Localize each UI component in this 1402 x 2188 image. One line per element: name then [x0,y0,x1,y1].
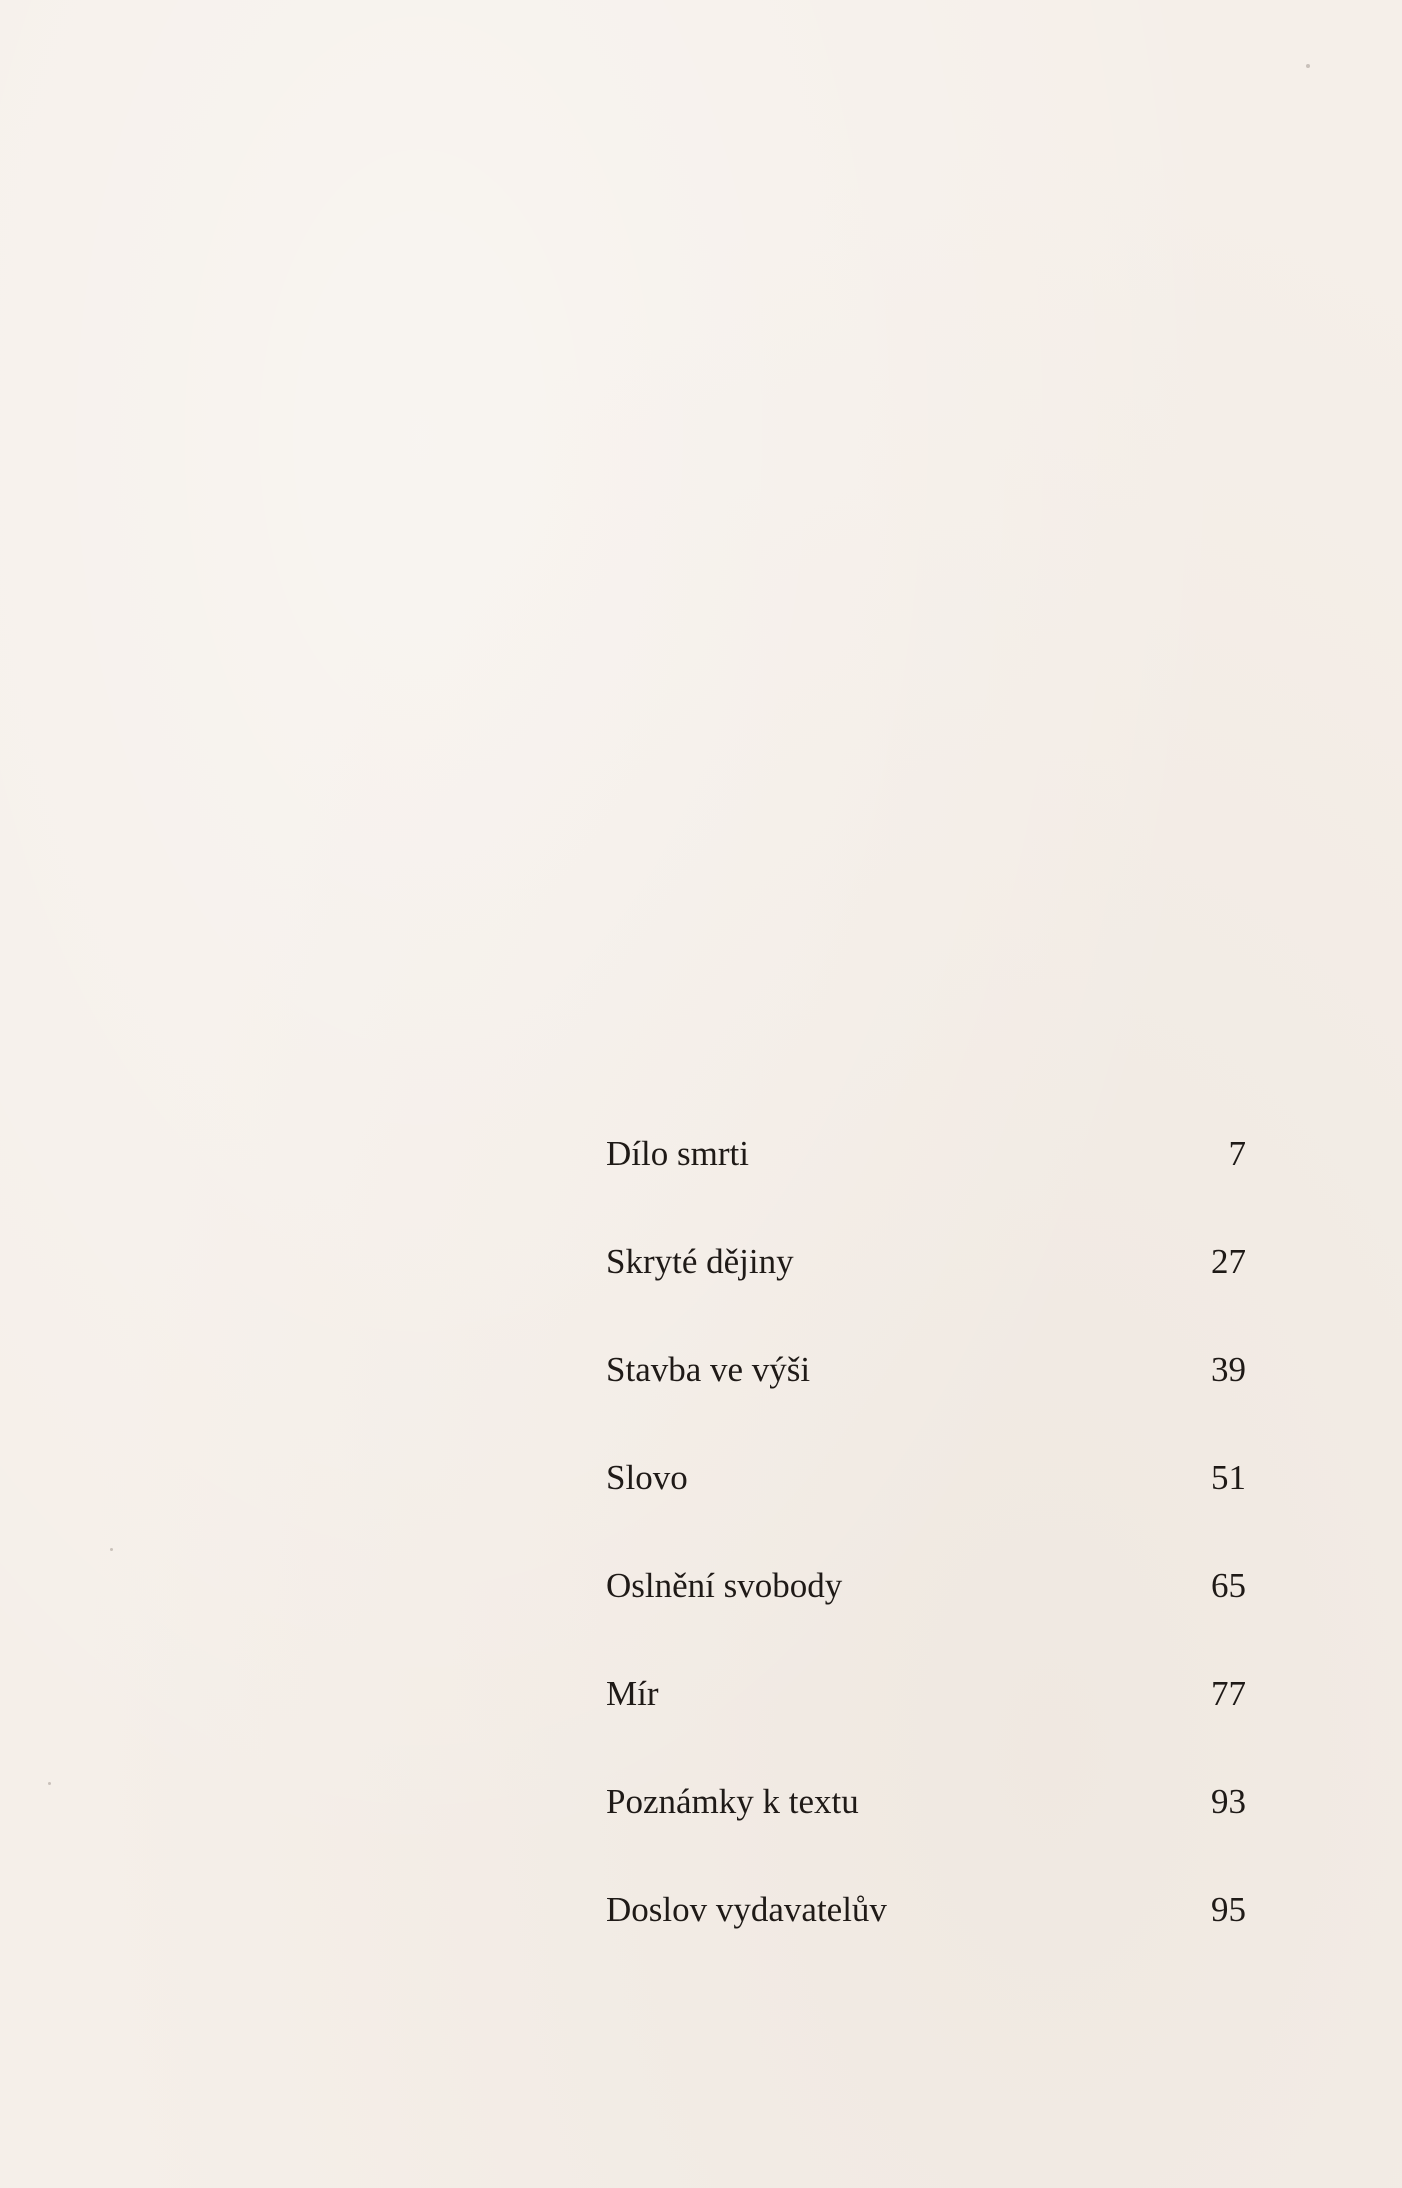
toc-entry [606,1884,1246,1992]
toc-entry-page-number: 95 [1211,1890,1246,1929]
toc-entry [606,1668,1246,1776]
table-of-contents [606,1128,1246,1992]
toc-entry-title: Dílo smrti [606,1134,749,1173]
toc-entry [606,1236,1246,1344]
paper-speck [48,1782,51,1785]
paper-speck [1306,64,1310,68]
toc-entry-title: Skryté dějiny [606,1242,794,1281]
toc-entry [606,1128,1246,1236]
toc-entry-page-number: 39 [1211,1350,1246,1389]
toc-entry-page-number: 77 [1211,1674,1246,1713]
toc-entry [606,1452,1246,1560]
toc-entry-title: Doslov vydavatelův [606,1890,887,1929]
toc-entry-title: Oslnění svobody [606,1566,843,1605]
toc-entry-title: Slovo [606,1458,688,1497]
toc-entry-page-number: 7 [1228,1134,1246,1173]
toc-entry [606,1344,1246,1452]
toc-entry-title: Mír [606,1674,659,1713]
toc-entry-page-number: 51 [1211,1458,1246,1497]
toc-entry-page-number: 27 [1211,1242,1246,1281]
toc-entry [606,1776,1246,1884]
paper-speck [110,1548,113,1551]
toc-entry-page-number: 93 [1211,1782,1246,1821]
toc-entry-page-number: 65 [1211,1566,1246,1605]
toc-entry-title: Poznámky k textu [606,1782,859,1821]
toc-entry-title: Stavba ve výši [606,1350,811,1389]
toc-entry [606,1560,1246,1668]
